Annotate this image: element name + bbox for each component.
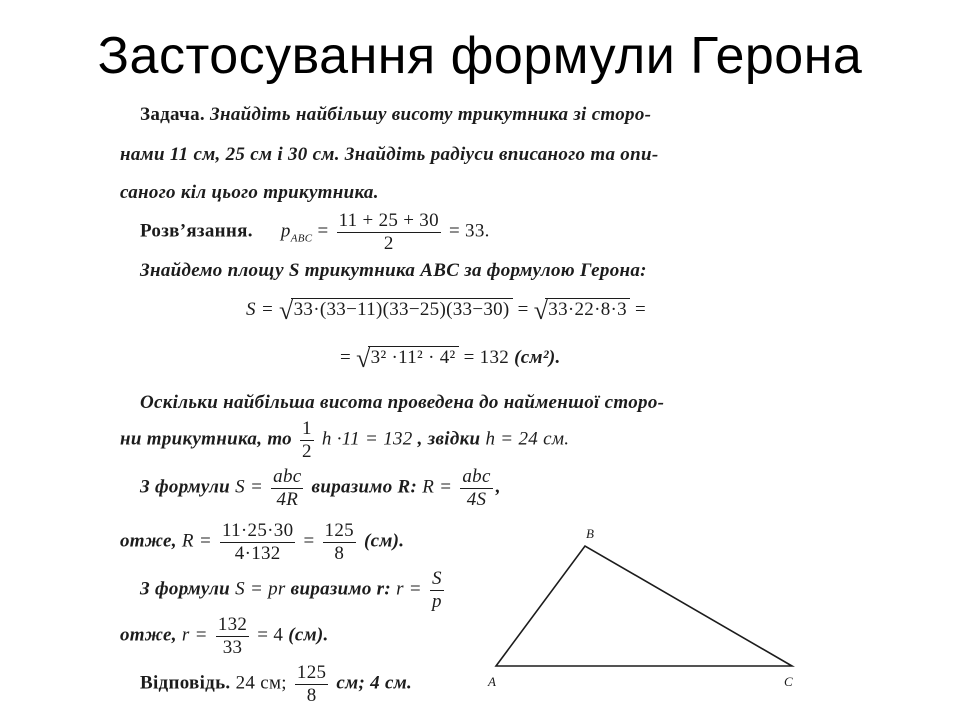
answer-den: 8 xyxy=(306,684,317,706)
ir-formula-mid: виразимо r: xyxy=(290,578,391,600)
answer-line xyxy=(140,662,412,707)
problem-text-1: Знайдіть найбільшу висоту трикутника зі сторо- xyxy=(210,104,652,125)
r-calc-den-1: 4·132 xyxy=(234,542,281,564)
semiperimeter-line: Розв’язання. $p_{ABC}$ = $\frac{11 + 25 + 30}{2}$ = 33. xyxy=(140,210,490,254)
heron-eq: = xyxy=(517,299,529,320)
height-denominator: 2 xyxy=(302,440,312,462)
r-formula-r: R = xyxy=(422,476,453,498)
semiperimeter-result: = 33. xyxy=(448,220,490,242)
ir-formula-den: p xyxy=(432,590,442,612)
problem-line-1 xyxy=(140,104,651,126)
s-lhs: S = xyxy=(246,299,274,320)
inradius-formula-line xyxy=(140,568,447,613)
r-formula-end: , xyxy=(495,476,501,498)
answer-2: см; 4 см. xyxy=(336,672,413,694)
answer-fraction xyxy=(295,662,328,707)
height-result: h = 24 см. xyxy=(485,428,570,450)
heron-formula-line-1: S = √33·(33−11)(33−25)(33−30) = √33·22·8·3 = xyxy=(246,296,647,325)
answer-1: 24 см; xyxy=(235,672,287,694)
circumradius-formula-line xyxy=(140,466,501,511)
ir-calc-units: (см). xyxy=(288,624,329,646)
r-formula-den-2: 4S xyxy=(466,488,487,510)
r-calc-pre: отже, xyxy=(120,530,177,552)
r-formula-num-2: abc xyxy=(462,466,491,487)
height-mid: h ·11 = 132 xyxy=(321,428,413,450)
r-formula-fraction-2 xyxy=(460,466,492,511)
p-symbol: p xyxy=(280,220,291,242)
ir-calc-pre: отже, xyxy=(120,624,177,646)
r-formula-pre: З формули xyxy=(140,476,231,498)
semiperimeter-numerator: 11 + 25 + 30 xyxy=(338,210,439,231)
r-calc-num-1: 11·25·30 xyxy=(222,520,294,541)
slide-title: Застосування формули Герона xyxy=(97,27,863,85)
triangle-abc xyxy=(496,546,792,666)
answer-num: 125 xyxy=(296,662,327,683)
height-line-2 xyxy=(120,418,569,463)
heron-radicand-2: 33·22·8·3 xyxy=(545,298,630,321)
problem-label: Задача. xyxy=(140,104,205,125)
r-calc-fraction-2 xyxy=(323,520,356,565)
vertex-a-label: A xyxy=(488,674,496,689)
inradius-calc-line xyxy=(120,614,329,659)
vertex-c-label: C xyxy=(784,674,793,689)
heron-formula-line-2: = √3² ·11² · 4² = 132 (см²). xyxy=(340,344,561,373)
r-calc-eq: = xyxy=(303,530,315,552)
semiperimeter-denominator: 2 xyxy=(383,232,394,254)
ir-formula-fraction xyxy=(430,568,444,613)
r-calc-fraction-1 xyxy=(220,520,295,565)
r-formula-den-1: 4R xyxy=(276,488,299,510)
ir-calc-fraction xyxy=(216,614,249,659)
heron2-units: (см²). xyxy=(514,347,561,368)
height-line-1: Оскільки найбільша висота проведена до найменшої сторо- xyxy=(140,392,665,413)
height-post: , звідки xyxy=(417,428,481,450)
ir-calc-num: 132 xyxy=(217,614,248,635)
height-fraction xyxy=(300,418,314,463)
r-calc-r: R = xyxy=(181,530,212,552)
r-formula-num-1: abc xyxy=(273,466,302,487)
ir-formula-pre: З формули xyxy=(140,578,231,600)
r-calc-den-2: 8 xyxy=(334,542,345,564)
r-formula-mid: виразимо R: xyxy=(311,476,418,498)
height-numerator: 1 xyxy=(302,418,312,439)
heron2-eq: = xyxy=(340,347,352,368)
ir-formula-r: r = xyxy=(396,578,422,600)
problem-line-2: нами 11 см, 25 см і 30 см. Знайдіть радіуси вписаного та опи- xyxy=(120,144,659,165)
answer-label: Відповідь. xyxy=(140,672,231,694)
circumradius-calc-line xyxy=(120,520,404,565)
problem-line-3: саного кіл цього трикутника. xyxy=(120,182,379,203)
r-calc-num-2: 125 xyxy=(324,520,354,541)
r-calc-units: (см). xyxy=(363,530,405,552)
r-formula-s: S = xyxy=(235,476,264,498)
heron-tail: = xyxy=(635,299,647,320)
vertex-b-label: B xyxy=(586,526,594,541)
ir-calc-result: = 4 xyxy=(257,624,284,646)
heron-radicand-1: 33·(33−11)(33−25)(33−30) xyxy=(291,298,513,321)
r-formula-fraction-1 xyxy=(271,466,303,511)
ir-calc-r: r = xyxy=(181,624,208,646)
triangle-figure xyxy=(480,520,800,700)
ir-formula-num: S xyxy=(432,568,442,589)
p-subscript: ABC xyxy=(290,232,313,245)
heron2-radicand: 3² ·11² · 4² xyxy=(368,346,459,369)
ir-calc-den: 33 xyxy=(222,636,243,658)
semiperimeter-fraction xyxy=(337,210,441,255)
heron-intro: Знайдемо площу S трикутника ABC за формулою Герона: xyxy=(140,260,647,281)
ir-formula-main: S = pr xyxy=(235,578,286,600)
height-pre: ни трикутника, то xyxy=(120,428,292,450)
solution-label: Розв’язання. xyxy=(140,220,253,242)
heron2-result: = 132 xyxy=(463,347,510,368)
